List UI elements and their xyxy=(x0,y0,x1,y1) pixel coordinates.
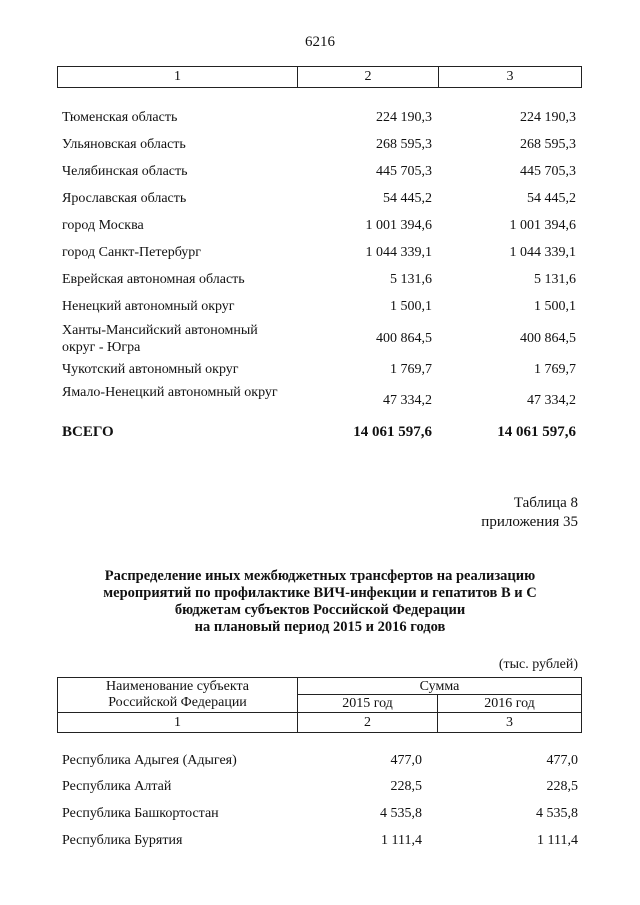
value-2015: 445 705,3 xyxy=(376,164,432,179)
value-2015: 400 864,5 xyxy=(376,331,432,346)
value-2015: 268 595,3 xyxy=(376,137,432,152)
value-2016: 477,0 xyxy=(546,753,578,768)
total-label: ВСЕГО xyxy=(62,424,114,440)
header-col-num2: 2 xyxy=(364,715,371,730)
table-title-line1: Распределение иных межбюджетных трансфертов на реализацию xyxy=(104,568,536,584)
value-2016: 1 044 339,1 xyxy=(509,245,576,260)
total-2015: 14 061 597,6 xyxy=(353,424,432,440)
value-2015: 1 769,7 xyxy=(390,362,432,377)
value-2016: 1 500,1 xyxy=(534,299,576,314)
value-2016: 1 769,7 xyxy=(534,362,576,377)
table-caption-line2: приложения 35 xyxy=(481,514,578,530)
region-name: Ярославская область xyxy=(62,191,187,206)
value-2015: 477,0 xyxy=(390,753,422,768)
region-name: Республика Башкортостан xyxy=(62,806,219,821)
header-divider xyxy=(58,712,581,713)
region-name: Ханты-Мансийский автономный округ - Югра xyxy=(62,323,258,355)
region-name: Челябинская область xyxy=(62,164,188,179)
region-name: Республика Бурятия xyxy=(62,833,183,848)
table-title-line3: бюджетам субъектов Российской Федерации xyxy=(174,602,466,618)
region-name: Ненецкий автономный округ xyxy=(62,299,235,314)
table1-header-col3: 3 xyxy=(438,67,581,87)
table1-header-col2: 2 xyxy=(297,67,438,87)
value-2016: 54 445,2 xyxy=(527,191,576,206)
value-2016: 1 111,4 xyxy=(537,833,578,848)
region-name: Ямало-Ненецкий автономный округ xyxy=(62,385,278,400)
header-year-2016: 2016 год xyxy=(484,696,535,711)
table1-header-col1: 1 xyxy=(174,69,181,84)
header-col-num1: 1 xyxy=(174,715,181,730)
table-caption-line1: Таблица 8 xyxy=(513,495,578,511)
value-2015: 1 001 394,6 xyxy=(365,218,432,233)
table-title xyxy=(60,568,580,636)
region-name: Чукотский автономный округ xyxy=(62,362,239,377)
value-2016: 228,5 xyxy=(546,779,578,794)
region-name: Республика Адыгея (Адыгея) xyxy=(62,753,237,768)
value-2015: 4 535,8 xyxy=(380,806,422,821)
table-title-line2: мероприятий по профилактике ВИЧ-инфекции и гепатитов В и С xyxy=(103,585,537,601)
units-label: (тыс. рублей) xyxy=(498,657,578,672)
total-2016: 14 061 597,6 xyxy=(497,424,576,440)
table-title-line4: на плановый период 2015 и 2016 годов xyxy=(194,619,446,635)
header-sum: Сумма xyxy=(419,679,460,694)
header-name-line2: Российской Федерации xyxy=(108,695,247,710)
table2-header xyxy=(57,677,582,733)
value-2016: 1 001 394,6 xyxy=(509,218,576,233)
header-name-line1: Наименование субъекта xyxy=(106,679,249,694)
value-2016: 4 535,8 xyxy=(536,806,578,821)
value-2015: 228,5 xyxy=(390,779,422,794)
value-2016: 224 190,3 xyxy=(520,110,576,125)
region-name: город Санкт-Петербург xyxy=(62,245,202,260)
table1-header-row xyxy=(57,66,582,88)
value-2015: 47 334,2 xyxy=(383,393,432,408)
header-year-2015: 2015 год xyxy=(342,696,393,711)
table-caption xyxy=(481,494,578,532)
region-name: Республика Алтай xyxy=(62,779,172,794)
value-2015: 54 445,2 xyxy=(383,191,432,206)
value-2015: 1 500,1 xyxy=(390,299,432,314)
region-name: Ульяновская область xyxy=(62,137,186,152)
value-2015: 224 190,3 xyxy=(376,110,432,125)
value-2016: 268 595,3 xyxy=(520,137,576,152)
value-2015: 1 111,4 xyxy=(381,833,422,848)
value-2016: 445 705,3 xyxy=(520,164,576,179)
header-col-num3: 3 xyxy=(506,715,513,730)
value-2015: 1 044 339,1 xyxy=(365,245,432,260)
value-2016: 47 334,2 xyxy=(527,393,576,408)
region-name: город Москва xyxy=(62,218,144,233)
region-name: Тюменская область xyxy=(62,110,178,125)
value-2015: 5 131,6 xyxy=(390,272,432,287)
region-name: Еврейская автономная область xyxy=(62,272,245,287)
page-number: 6216 xyxy=(305,34,335,50)
value-2016: 400 864,5 xyxy=(520,331,576,346)
value-2016: 5 131,6 xyxy=(534,272,576,287)
